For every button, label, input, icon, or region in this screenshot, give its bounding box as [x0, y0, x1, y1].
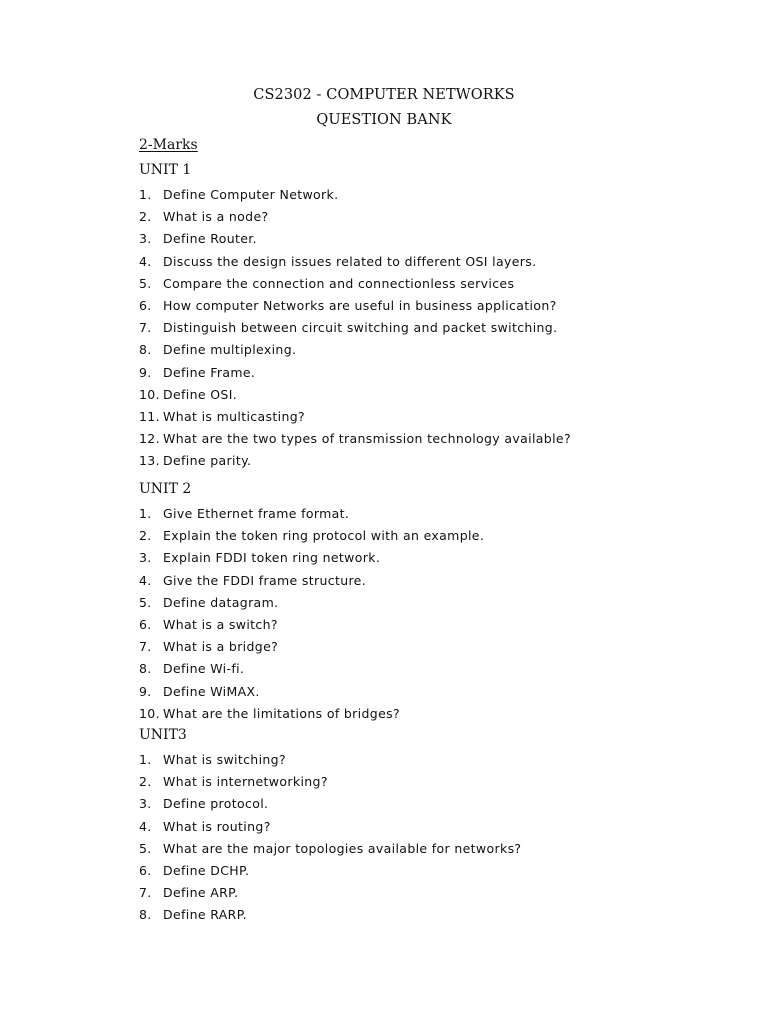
question-item — [139, 860, 521, 882]
question-item — [139, 658, 484, 680]
question-text: Explain the token ring protocol with an example. — [163, 528, 485, 544]
question-item — [139, 570, 484, 592]
question-text: What is a bridge? — [163, 639, 279, 655]
question-number: 9. — [139, 683, 152, 699]
question-item — [139, 614, 484, 636]
question-text: Distinguish between circuit switching and packet switching. — [163, 320, 558, 336]
question-number: 2. — [139, 528, 152, 544]
unit-3-heading: UNIT3 — [139, 727, 187, 743]
section-label: 2-Marks — [139, 137, 198, 153]
question-item — [139, 317, 571, 339]
question-text: Define Router. — [163, 231, 257, 247]
question-item — [139, 703, 484, 725]
question-text: Define RARP. — [163, 907, 247, 923]
question-item — [139, 882, 521, 904]
question-item — [139, 406, 571, 428]
question-item — [139, 428, 571, 450]
question-text: Compare the connection and connectionless services — [163, 275, 515, 291]
question-number: 10. — [139, 386, 160, 402]
question-number: 2. — [139, 209, 152, 225]
question-text: Define WiMAX. — [163, 683, 260, 699]
question-item — [139, 525, 484, 547]
question-item — [139, 816, 521, 838]
question-text: Define ARP. — [163, 885, 239, 901]
question-text: What is routing? — [163, 818, 271, 834]
question-text: What are the limitations of bridges? — [163, 705, 400, 721]
question-number: 5. — [139, 840, 152, 856]
question-number: 3. — [139, 796, 152, 812]
question-item — [139, 273, 571, 295]
question-number: 12. — [139, 431, 160, 447]
question-item — [139, 339, 571, 361]
question-text: What is multicasting? — [163, 408, 305, 424]
question-number: 4. — [139, 253, 152, 269]
question-number: 8. — [139, 907, 152, 923]
question-item — [139, 295, 571, 317]
question-item — [139, 592, 484, 614]
question-item — [139, 771, 521, 793]
question-item — [139, 384, 571, 406]
question-item — [139, 636, 484, 658]
question-number: 7. — [139, 639, 152, 655]
question-item — [139, 904, 521, 926]
question-number: 6. — [139, 297, 152, 313]
question-number: 7. — [139, 885, 152, 901]
question-text: Give Ethernet frame format. — [163, 506, 350, 521]
question-text: Define protocol. — [163, 796, 269, 812]
unit-1-heading: UNIT 1 — [139, 162, 192, 178]
unit-2-question-list — [139, 503, 484, 725]
question-item — [139, 547, 484, 569]
question-text: Give the FDDI frame structure. — [163, 572, 367, 588]
question-text: Explain FDDI token ring network. — [163, 550, 381, 566]
question-item — [139, 362, 571, 384]
question-number: 4. — [139, 818, 152, 834]
question-text: What are the two types of transmission technology available? — [163, 431, 571, 447]
question-item — [139, 184, 571, 206]
unit-2-heading: UNIT 2 — [139, 481, 192, 497]
question-number: 1. — [139, 752, 152, 767]
question-number: 3. — [139, 231, 152, 247]
question-number: 1. — [139, 187, 152, 202]
question-number: 8. — [139, 661, 152, 677]
question-item — [139, 681, 484, 703]
question-number: 13. — [139, 453, 160, 469]
question-text: Define Wi-fi. — [163, 661, 245, 677]
question-text: Define OSI. — [163, 386, 238, 402]
question-text: Discuss the design issues related to different OSI layers. — [163, 253, 537, 269]
question-number: 11. — [139, 408, 160, 424]
question-item — [139, 503, 484, 525]
question-number: 3. — [139, 550, 152, 566]
question-number: 2. — [139, 774, 152, 790]
question-number: 1. — [139, 506, 152, 521]
question-item — [139, 228, 571, 250]
document-title: CS2302 - COMPUTER NETWORKS — [253, 87, 515, 103]
unit-3-question-list — [139, 749, 521, 927]
question-number: 5. — [139, 275, 152, 291]
question-number: 4. — [139, 572, 152, 588]
question-number: 6. — [139, 862, 152, 878]
question-text: Define Computer Network. — [163, 187, 339, 202]
question-item — [139, 793, 521, 815]
question-number: 6. — [139, 616, 152, 632]
question-item — [139, 838, 521, 860]
question-text: What are the major topologies available for networks? — [163, 840, 522, 856]
question-text: Define Frame. — [163, 364, 256, 380]
question-number: 10. — [139, 705, 160, 721]
question-text: What is internetworking? — [163, 774, 328, 790]
question-text: Define parity. — [163, 453, 252, 469]
question-number: 5. — [139, 594, 152, 610]
question-text: Define DCHP. — [163, 862, 250, 878]
question-number: 7. — [139, 320, 152, 336]
question-item — [139, 206, 571, 228]
question-text: Define multiplexing. — [163, 342, 297, 358]
question-number: 9. — [139, 364, 152, 380]
question-item — [139, 450, 571, 472]
question-item — [139, 251, 571, 273]
unit-1-question-list — [139, 184, 571, 472]
question-text: How computer Networks are useful in business application? — [163, 297, 557, 313]
question-text: What is a switch? — [163, 616, 278, 632]
question-text: Define datagram. — [163, 594, 279, 610]
question-text: What is a node? — [163, 209, 269, 225]
question-item — [139, 749, 521, 771]
question-number: 8. — [139, 342, 152, 358]
question-text: What is switching? — [163, 752, 286, 767]
document-subtitle: QUESTION BANK — [316, 112, 452, 128]
